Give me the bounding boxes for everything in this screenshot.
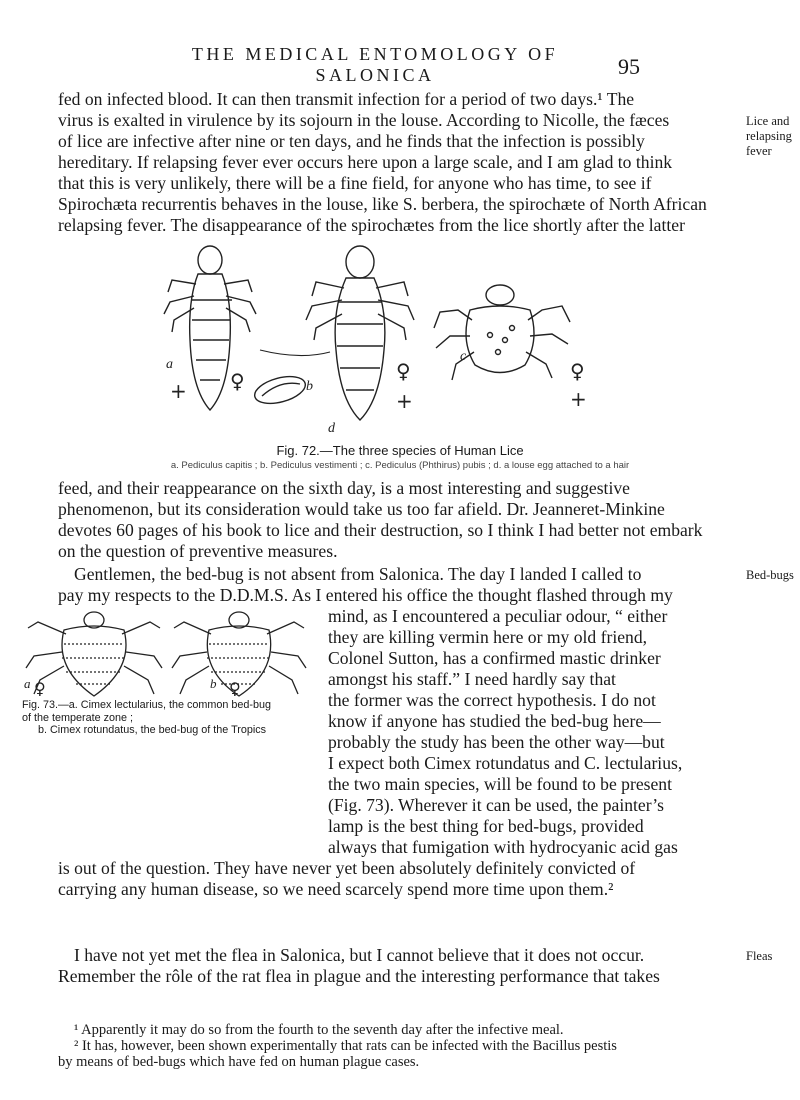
margin-note-bedbugs: Bed-bugs	[746, 568, 794, 582]
footnote-2-continued: by means of bed-bugs which have fed on human plague cases.	[58, 1054, 420, 1070]
figure-72-title: Fig. 72.—The three species of Human Lice	[276, 443, 524, 458]
figure-72-legend: a. Pediculus capitis ; b. Pediculus vestimenti ; c. Pediculus (Phthirus) pubis ; d. a louse egg attached to a hair	[170, 460, 630, 471]
louse-c-illustration	[434, 285, 570, 380]
male-symbol: +	[170, 379, 187, 403]
footnotes	[58, 1022, 748, 1070]
text-line: virus is exalted in virulence by its sojourn in the louse. According to Nicolle, the fæces	[58, 110, 670, 130]
text-line: (Fig. 73). Wherever it can be used, the painter’s	[328, 795, 664, 815]
male-symbol: +	[570, 387, 587, 411]
text-line: phenomenon, but its consideration would take us too far afield. Dr. Jeanneret-Minkine	[58, 499, 665, 519]
text-line: relapsing fever. The disappearance of the spirochætes from the lice shortly after the latter	[58, 215, 685, 235]
louse-b-illustration	[252, 246, 414, 420]
text-line: on the question of preventive measures.	[58, 541, 338, 561]
text-line: is out of the question. They have never yet been absolutely definitely convicted of	[58, 858, 636, 878]
female-symbol: ♀	[396, 359, 411, 383]
figure-label-b: b	[306, 379, 313, 394]
figure-label-c: c	[460, 349, 467, 364]
figure-label-d: d	[328, 421, 335, 436]
figure-73-caption-a: Fig. 73.—a. Cimex lectularius, the common bed-bug of the temperate zone ;	[22, 699, 272, 724]
text-line: Spirochæta recurrentis behaves in the louse, like S. berbera, the spirochæte of North African	[58, 194, 707, 214]
text-line: mind, as I encountered a peculiar odour, “ either	[328, 606, 668, 626]
text-line: know if anyone has studied the bed-bug here—	[328, 711, 661, 731]
text-line: always that fumigation with hydrocyanic acid gas	[328, 837, 678, 857]
female-symbol: ♀	[229, 679, 241, 698]
text-line: probably the study has been the other way—but	[328, 732, 665, 752]
text-line: feed, and their reappearance on the sixth day, is a most interesting and suggestive	[58, 478, 630, 498]
figure-label-b: b	[210, 676, 217, 691]
text-line: amongst his staff.” I need hardly say that	[328, 669, 616, 689]
text-line: I expect both Cimex rotundatus and C. lectularius,	[328, 753, 683, 773]
female-symbol: ♀	[230, 369, 245, 393]
text-line: they are killing vermin here or my old friend,	[328, 627, 648, 647]
footnote-1: ¹ Apparently it may do so from the fourth to the seventh day after the infective meal.	[74, 1022, 564, 1038]
text-line: Colonel Sutton, has a confirmed mastic drinker	[328, 648, 661, 668]
text-line: Gentlemen, the bed-bug is not absent from Salonica. The day I landed I called to	[74, 564, 642, 584]
female-symbol: ♀	[570, 359, 585, 383]
running-title: THE MEDICAL ENTOMOLOGY OF SALONICA	[191, 44, 559, 85]
figure-72-lice-illustration	[160, 240, 620, 440]
figure-label-a: a	[24, 676, 31, 691]
text-line: pay my respects to the D.D.M.S. As I entered his office the thought flashed through my	[58, 585, 673, 605]
figure-73-caption-b: b. Cimex rotundatus, the bed-bug of the Tropics	[38, 724, 267, 736]
text-line: the former was the correct hypothesis. I do not	[328, 690, 656, 710]
text-line: hereditary. If relapsing fever ever occurs here upon a large scale, and I am glad to think	[58, 152, 673, 172]
footnote-2: ² It has, however, been shown experimentally that rats can be infected with the Bacillus pestis	[74, 1038, 617, 1054]
page-number: 95	[618, 54, 640, 79]
figure-73-caption	[22, 699, 277, 737]
margin-note-fleas: Fleas	[746, 949, 773, 963]
text-line: that this is very unlikely, there will be a fine field, for anyone who has time, to see if	[58, 173, 652, 193]
female-symbol: ♀	[34, 679, 46, 698]
text-line: Remember the rôle of the rat flea in plague and the interesting performance that takes	[58, 966, 660, 986]
text-line: devotes 60 pages of his book to lice and their destruction, so I think I had better not embark	[58, 520, 703, 540]
text-line: I have not yet met the flea in Salonica, but I cannot believe that it does not occur.	[74, 945, 645, 965]
text-line: lamp is the best thing for bed-bugs, provided	[328, 816, 644, 836]
male-symbol: +	[396, 389, 413, 413]
text-line: of lice are infective after nine or ten days, and he finds that the infection is possibly	[58, 131, 645, 151]
text-line: carrying any human disease, so we need scarcely spend more time upon them.²	[58, 879, 614, 899]
text-line: fed on infected blood. It can then transmit infection for a period of two days.¹ The	[58, 89, 635, 109]
figure-label-a: a	[166, 357, 173, 372]
text-line: the two main species, will be found to be present	[328, 774, 672, 794]
figure-73-sex-symbols	[24, 672, 314, 700]
margin-note-lice: Lice and relapsing fever	[746, 114, 792, 158]
